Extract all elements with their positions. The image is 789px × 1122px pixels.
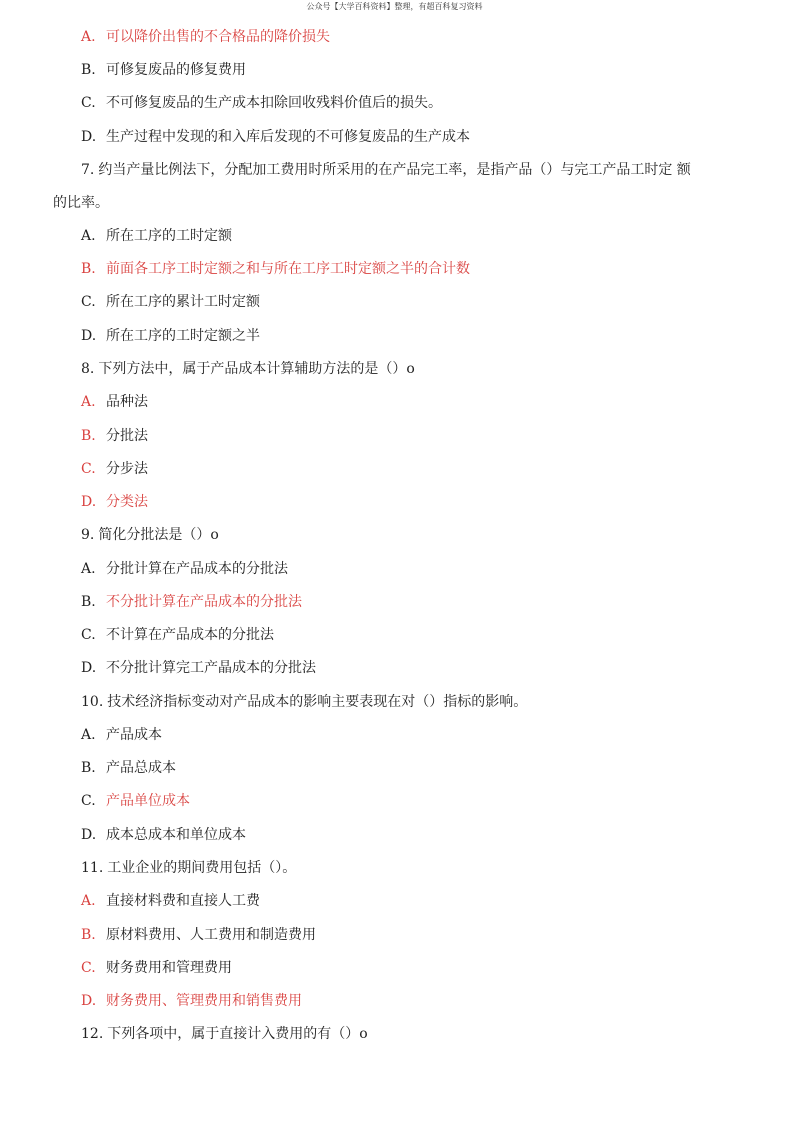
option-letter: C.: [81, 960, 96, 976]
question-number: 9.: [81, 527, 95, 543]
question: [81, 692, 527, 712]
option-text: 财务费用、管理费用和销售费用: [106, 993, 302, 1009]
option-text: 生产过程中发现的和入库后发现的不可修复废品的生产成本: [106, 129, 470, 145]
answer-option: [81, 27, 330, 47]
question: [81, 160, 691, 180]
option-letter: D.: [81, 494, 97, 510]
option-letter: D.: [81, 129, 97, 145]
option-letter: B.: [81, 927, 96, 943]
option-text: 可以降价出售的不合格品的降价损失: [106, 29, 330, 45]
answer-option: [81, 426, 148, 446]
question-text: 下列各项中，属于直接计入费用的有（）o: [107, 1026, 368, 1042]
option-text: 不可修复废品的生产成本扣除回收残料价值后的损失。: [106, 95, 442, 111]
question-number: 7.: [81, 162, 95, 178]
option-letter: A.: [81, 561, 96, 577]
option-text: 分批法: [106, 428, 148, 444]
answer-option: [81, 758, 176, 778]
option-letter: A.: [81, 727, 96, 743]
answer-option: [81, 991, 302, 1011]
option-text: 可修复废品的修复费用: [106, 62, 246, 78]
option-text: 不分批计算在产品成本的分批法: [106, 594, 302, 610]
answer-option: [81, 93, 442, 113]
answer-option: [81, 492, 148, 512]
question-number: 8.: [81, 361, 95, 377]
option-text: 产品成本: [106, 727, 162, 743]
answer-option: [81, 392, 148, 412]
question: [81, 858, 296, 878]
option-text: 前面各工序工时定额之和与所在工序工时定额之半的合计数: [106, 261, 470, 277]
option-letter: D.: [81, 660, 97, 676]
answer-option: [81, 127, 470, 147]
option-text: 所在工序的累计工时定额: [106, 294, 260, 310]
option-letter: D.: [81, 993, 97, 1009]
question-text: 简化分批法是（）o: [98, 527, 219, 543]
question-text: 下列方法中，属于产品成本计算辅助方法的是（）o: [98, 361, 415, 377]
answer-option: [81, 925, 316, 945]
option-text: 所在工序的工时定额: [106, 228, 232, 244]
option-letter: C.: [81, 461, 96, 477]
option-letter: C.: [81, 95, 96, 111]
option-letter: C.: [81, 627, 96, 643]
option-text: 产品总成本: [106, 760, 176, 776]
option-text: 直接材料费和直接人工费: [106, 893, 260, 909]
option-letter: B.: [81, 594, 96, 610]
option-text: 品种法: [106, 394, 148, 410]
option-text: 不计算在产品成本的分批法: [106, 627, 274, 643]
answer-option: [81, 459, 148, 479]
answer-option: [81, 559, 288, 579]
option-letter: B.: [81, 62, 96, 78]
answer-option: [81, 625, 274, 645]
option-text: 不分批计算完工产晶成本的分批法: [106, 660, 316, 676]
answer-option: [81, 958, 232, 978]
option-letter: B.: [81, 428, 96, 444]
option-letter: B.: [81, 261, 96, 277]
question-text: 工业企业的期间费用包括（）。: [107, 860, 297, 876]
option-text: 产品单位成本: [106, 793, 190, 809]
answer-option: [81, 825, 246, 845]
option-letter: D.: [81, 328, 97, 344]
question-number: 12.: [81, 1026, 104, 1042]
question-text: 技术经济指标变动对产品成本的影响主要表现在对（）指标的影响。: [107, 694, 528, 710]
option-letter: A.: [81, 228, 96, 244]
option-text: 所在工序的工时定额之半: [106, 328, 260, 344]
answer-option: [81, 226, 232, 246]
answer-option: [81, 658, 316, 678]
answer-option: [81, 60, 246, 80]
option-text: 原材料费用、人工费用和制造费用: [106, 927, 316, 943]
option-letter: A.: [81, 394, 96, 410]
page-header: 公众号【大学百科资料】整理，有超百科复习资料: [306, 2, 483, 11]
option-text: 分类法: [106, 494, 148, 510]
option-text: 成本总成本和单位成本: [106, 827, 246, 843]
option-letter: D.: [81, 827, 97, 843]
question-text: 的比率。: [53, 195, 109, 211]
option-letter: A.: [81, 893, 96, 909]
option-letter: B.: [81, 760, 96, 776]
answer-option: [81, 791, 190, 811]
option-text: 分步法: [106, 461, 148, 477]
question-continuation: [53, 193, 109, 213]
question-number: 11.: [81, 860, 104, 876]
question: [81, 359, 415, 379]
answer-option: [81, 725, 162, 745]
question: [81, 1024, 368, 1044]
answer-option: [81, 592, 302, 612]
question-text: 约当产量比例法下，分配加工费用时所采用的在产品完工率，是指产品（）与完工产品工时定 额: [98, 162, 691, 178]
answer-option: [81, 292, 260, 312]
question: [81, 525, 219, 545]
option-text: 财务费用和管理费用: [106, 960, 232, 976]
option-letter: C.: [81, 793, 96, 809]
answer-option: [81, 259, 470, 279]
option-letter: A.: [81, 29, 96, 45]
answer-option: [81, 891, 260, 911]
answer-option: [81, 326, 260, 346]
option-letter: C.: [81, 294, 96, 310]
question-number: 10.: [81, 694, 104, 710]
option-text: 分批计算在产品成本的分批法: [106, 561, 288, 577]
